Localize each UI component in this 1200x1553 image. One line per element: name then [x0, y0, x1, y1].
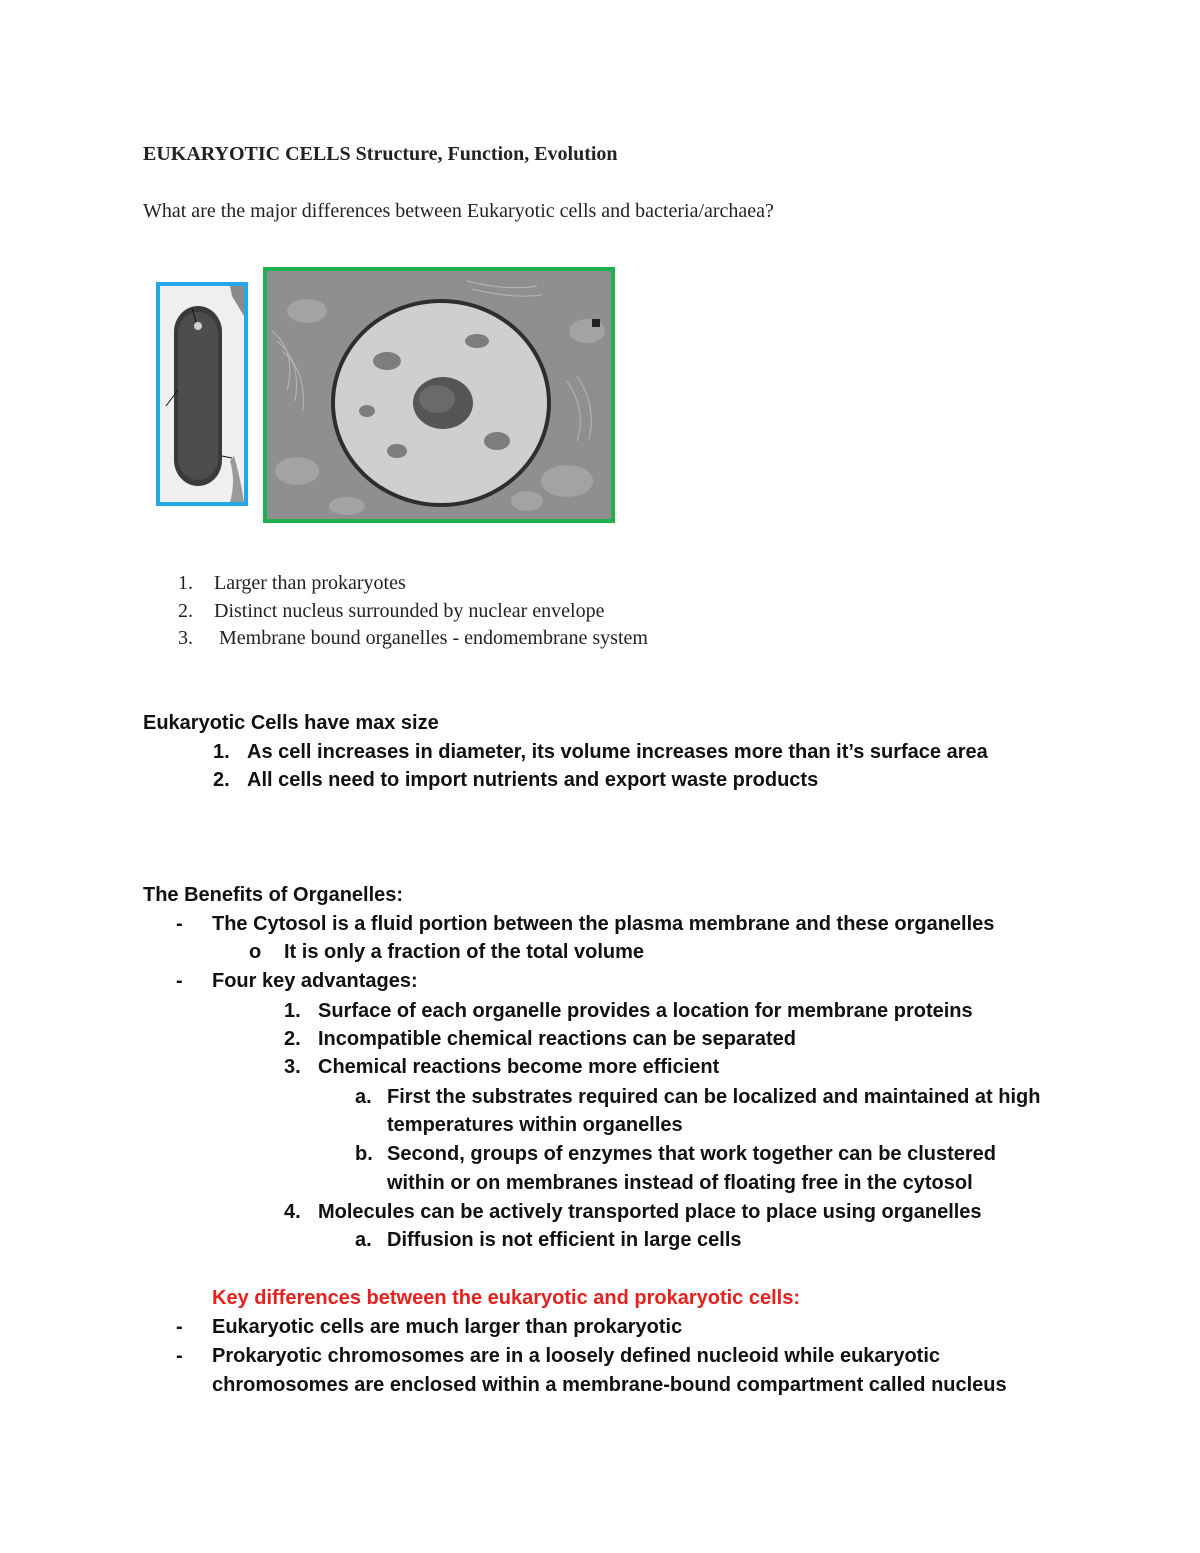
- advantage-subtext: within or on membranes instead of floating free in the cytosol: [387, 1172, 973, 1194]
- advantage-number: 3.: [284, 1056, 301, 1078]
- bullet-dash: -: [176, 913, 183, 935]
- advantages-intro: Four key advantages:: [212, 970, 418, 992]
- difference-number: 1.: [178, 572, 193, 594]
- advantage-subtext: First the substrates required can be localized and maintained at high: [387, 1086, 1041, 1108]
- advantage-number: 1.: [284, 1000, 301, 1022]
- advantage-subtext: Second, groups of enzymes that work together can be clustered: [387, 1143, 997, 1165]
- advantage-text: Incompatible chemical reactions can be separated: [318, 1028, 796, 1050]
- max-size-number: 1.: [213, 741, 230, 763]
- difference-number: 3.: [178, 627, 193, 649]
- bullet-circle: o: [249, 941, 262, 963]
- cytosol-subtext: It is only a fraction of the total volume: [284, 941, 645, 963]
- document-title: EUKARYOTIC CELLS Structure, Function, Evolution: [143, 143, 618, 165]
- sub-letter: a.: [355, 1229, 372, 1251]
- difference-item: [178, 600, 604, 623]
- eukaryote-micrograph: [263, 267, 615, 523]
- intro-question: What are the major differences between Eukaryotic cells and bacteria/archaea?: [143, 200, 774, 222]
- prokaryote-micrograph: [156, 282, 248, 506]
- max-size-item: [213, 769, 818, 792]
- difference-text: Membrane bound organelles - endomembrane system: [214, 627, 648, 649]
- key-differences-heading: Key differences between the eukaryotic and prokaryotic cells:: [212, 1287, 800, 1309]
- key-difference-text: Prokaryotic chromosomes are in a loosely defined nucleoid while eukaryotic: [212, 1345, 941, 1367]
- difference-text: Distinct nucleus surrounded by nuclear envelope: [214, 600, 605, 622]
- advantage-subtext: temperatures within organelles: [387, 1114, 683, 1136]
- advantage-number: 2.: [284, 1028, 301, 1050]
- advantage-text: Surface of each organelle provides a location for membrane proteins: [318, 1000, 973, 1022]
- max-size-heading: Eukaryotic Cells have max size: [143, 712, 439, 734]
- bullet-dash: -: [176, 1345, 183, 1367]
- difference-text: Larger than prokaryotes: [214, 572, 406, 594]
- bullet-dash: -: [176, 1316, 183, 1338]
- key-difference-text: Eukaryotic cells are much larger than prokaryotic: [212, 1316, 683, 1338]
- max-size-item: [213, 741, 988, 764]
- max-size-text: As cell increases in diameter, its volume increases more than it’s surface area: [247, 741, 988, 763]
- sub-letter: b.: [355, 1143, 373, 1165]
- difference-number: 2.: [178, 600, 193, 622]
- advantage-text: Molecules can be actively transported place to place using organelles: [318, 1201, 982, 1223]
- sub-letter: a.: [355, 1086, 372, 1108]
- organelles-heading: The Benefits of Organelles:: [143, 884, 404, 906]
- advantage-number: 4.: [284, 1201, 301, 1223]
- max-size-text: All cells need to import nutrients and export waste products: [247, 769, 819, 791]
- difference-item: [178, 627, 648, 650]
- difference-item: [178, 572, 406, 595]
- advantage-text: Chemical reactions become more efficient: [318, 1056, 720, 1078]
- key-difference-text: chromosomes are enclosed within a membrane-bound compartment called nucleus: [212, 1374, 1007, 1396]
- bullet-dash: -: [176, 970, 183, 992]
- advantage-subtext: Diffusion is not efficient in large cells: [387, 1229, 742, 1251]
- max-size-number: 2.: [213, 769, 230, 791]
- cytosol-text: The Cytosol is a fluid portion between the plasma membrane and these organelles: [212, 913, 995, 935]
